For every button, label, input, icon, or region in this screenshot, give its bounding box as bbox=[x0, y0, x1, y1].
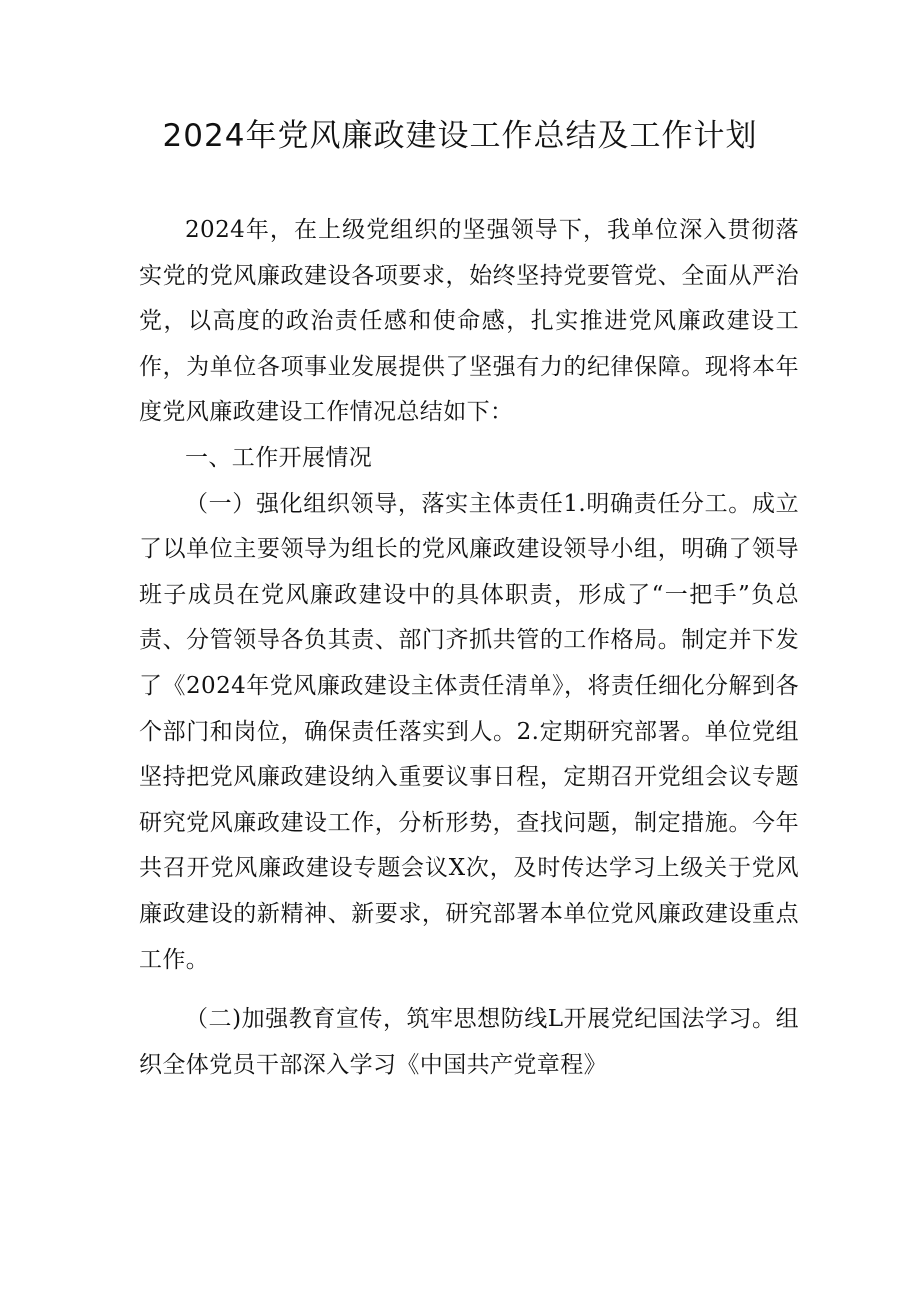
document-title: 2024年党风廉政建设工作总结及工作计划 bbox=[162, 118, 758, 154]
subsection-one-paragraph: （一）强化组织领导，落实主体责任1.明确责任分工。成立了以单位主要领导为组长的党风廉政建设领导小组，明确了领导班子成员在党风廉政建设中的具体职责，形成了“一把手”负总责、分管领导各负其责、部门齐抓共管的工作格局。制定并下发了《2024年党风廉政建设主体责任清单》，将责任细化分解到各个部门和岗位，确保责任落实到人。2.定期研究部署。单位党组坚持把党风廉政建设纳入重要议事日程，定期召开党组会议专题研究党风廉政建设工作，分析形势，查找问题，制定措施。今年共召开党风廉政建设专题会议X次，及时传达学习上级关于党风廉政建设的新精神、新要求，研究部署本单位党风廉政建设重点工作。 bbox=[139, 490, 799, 973]
section-heading: 一、工作开展情况 bbox=[185, 444, 373, 471]
intro-paragraph: 2024年，在上级党组织的坚强领导下，我单位深入贯彻落实党的党风廉政建设各项要求，始终坚持党要管党、全面从严治党，以高度的政治责任感和使命感，扎实推进党风廉政建设工作，为单位各项事业发展提供了坚强有力的纪律保障。现将本年度党风廉政建设工作情况总结如下： bbox=[139, 217, 799, 426]
document-body bbox=[139, 208, 799, 1088]
subsection-two-paragraph: （二)加强教育宣传，筑牢思想防线L开展党纪国法学习。组织全体党员干部深入学习《中国共产党章程》 bbox=[139, 1006, 799, 1078]
